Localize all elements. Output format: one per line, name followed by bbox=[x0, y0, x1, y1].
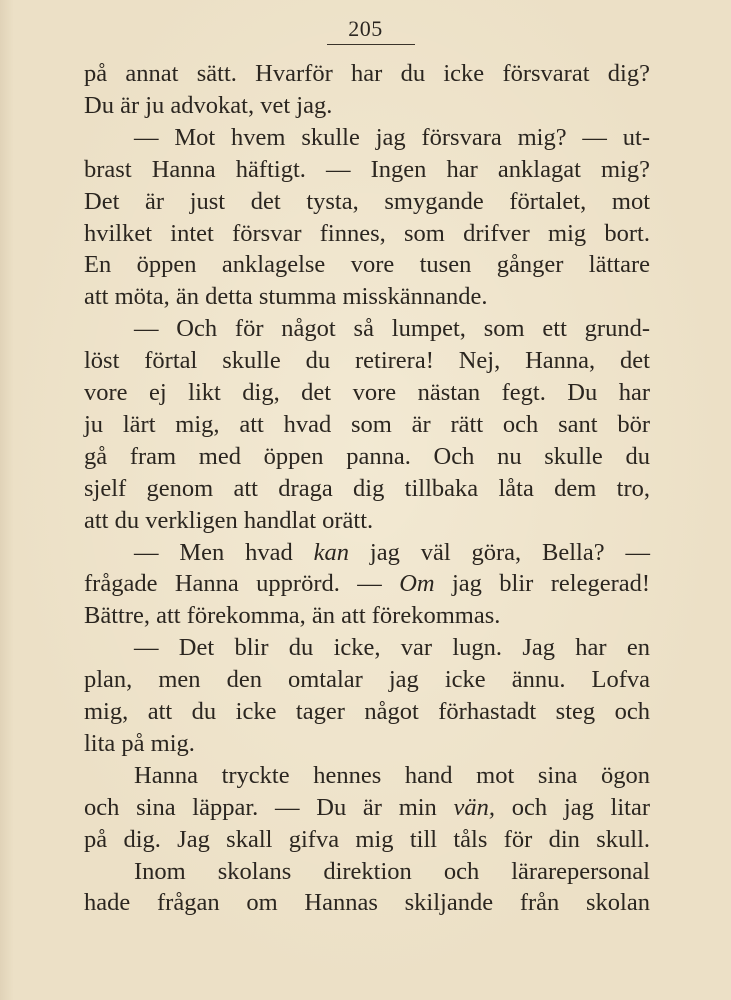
italic-word: vän, bbox=[453, 793, 496, 821]
text-segment: frågade Hanna upprörd. — bbox=[84, 570, 400, 598]
text-line bbox=[84, 154, 650, 186]
text-segment: jag blir relegerad! bbox=[434, 570, 651, 598]
text-line bbox=[84, 728, 650, 760]
text-segment: brast Hanna häftigt. — Ingen har anklagat mig? bbox=[84, 155, 650, 183]
text-segment: — Men hvad bbox=[134, 538, 314, 566]
text-segment: på annat sätt. Hvarför har du icke försvarat dig? bbox=[84, 60, 650, 87]
text-line bbox=[84, 218, 650, 250]
text-segment: Hanna tryckte hennes hand mot sina ögon bbox=[134, 761, 650, 789]
header-rule bbox=[327, 44, 415, 45]
text-segment: hade frågan om Hannas skiljande från skolan bbox=[84, 889, 650, 917]
text-line bbox=[84, 409, 650, 441]
text-line bbox=[84, 760, 650, 792]
text-line bbox=[84, 505, 650, 537]
text-line bbox=[84, 122, 650, 154]
text-line bbox=[84, 856, 650, 888]
text-line bbox=[84, 58, 650, 90]
text-line bbox=[84, 313, 650, 345]
text-line bbox=[84, 568, 650, 600]
text-line bbox=[84, 473, 650, 505]
text-segment: och jag litar bbox=[495, 793, 650, 821]
text-line bbox=[84, 377, 650, 409]
text-segment: vore ej likt dig, det vore nästan fegt. Du har bbox=[84, 379, 650, 406]
text-line bbox=[84, 824, 650, 856]
text-line bbox=[84, 887, 650, 919]
text-line bbox=[84, 664, 650, 696]
text-segment: Det är just det tysta, smygande förtalet, mot bbox=[84, 187, 650, 215]
text-line bbox=[84, 345, 650, 377]
text-segment: — Och för något så lumpet, som ett grund- bbox=[134, 315, 650, 343]
text-segment: mig, att du icke tager något förhastadt steg och bbox=[84, 698, 650, 725]
text-segment: hvilket intet försvar finnes, som drifver mig bort. bbox=[84, 219, 650, 247]
text-segment: plan, men den omtalar jag icke ännu. Lofva bbox=[84, 666, 650, 694]
text-segment: på dig. Jag skall gifva mig till tåls för din skull. bbox=[84, 825, 650, 853]
text-segment: jag väl göra, Bella? — bbox=[349, 538, 650, 566]
text-segment: sjelf genom att draga dig tillbaka låta dem tro, bbox=[84, 474, 650, 502]
italic-word: Om bbox=[399, 570, 435, 598]
text-line bbox=[84, 281, 650, 313]
text-segment: gå fram med öppen panna. Och nu skulle du bbox=[84, 442, 650, 470]
text-segment: Du är ju advokat, vet jag. bbox=[84, 91, 333, 119]
text-segment: En öppen anklagelse vore tusen gånger lättare bbox=[84, 251, 650, 279]
text-segment: — Det blir du icke, var lugn. Jag har en bbox=[134, 634, 650, 662]
text-segment: Bättre, att förekomma, än att förekommas. bbox=[84, 602, 501, 630]
text-line bbox=[84, 186, 650, 218]
text-line bbox=[84, 792, 650, 824]
text-segment: Inom skolans direktion och lärarepersonal bbox=[134, 857, 650, 885]
text-line bbox=[84, 600, 650, 632]
text-segment: att du verkligen handlat orätt. bbox=[84, 506, 374, 534]
text-segment: att möta, än detta stumma misskännande. bbox=[84, 283, 488, 311]
italic-word: kan bbox=[313, 538, 350, 566]
text-segment: ju lärt mig, att hvad som är rätt och sant bör bbox=[84, 410, 650, 438]
text-segment: löst förtal skulle du retirera! Nej, Hanna, det bbox=[84, 347, 650, 375]
text-segment: och sina läppar. — Du är min bbox=[84, 793, 454, 821]
text-line bbox=[84, 537, 650, 569]
text-line bbox=[84, 90, 650, 122]
text-segment: lita på mig. bbox=[84, 729, 195, 757]
text-line bbox=[84, 441, 650, 473]
page-number: 205 bbox=[348, 16, 383, 41]
text-segment: — Mot hvem skulle jag försvara mig? — ut- bbox=[134, 123, 650, 151]
text-line bbox=[84, 249, 650, 281]
text-line bbox=[84, 632, 650, 664]
text-line bbox=[84, 696, 650, 728]
